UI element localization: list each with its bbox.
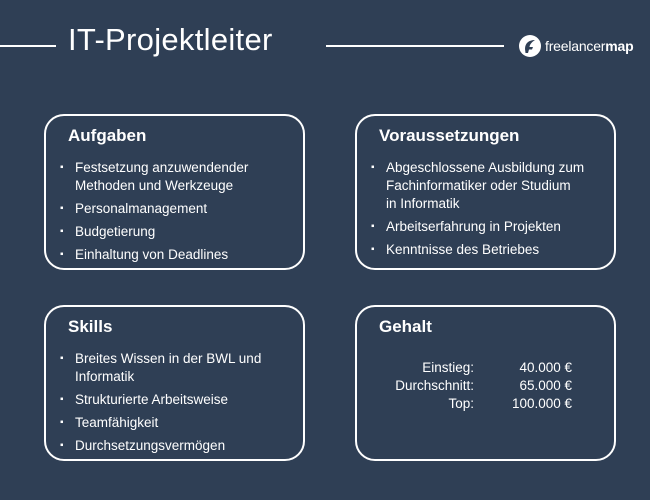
list-item-text: Personalmanagement bbox=[75, 201, 208, 216]
list-item bbox=[60, 223, 295, 241]
list-item-text: Abgeschlossene Ausbildung zum bbox=[386, 160, 585, 175]
bullet-icon: ▪ bbox=[60, 440, 64, 451]
list-item-text: Arbeitserfahrung in Projekten bbox=[386, 219, 561, 234]
list-item-text: Fachinformatiker oder Studium bbox=[386, 178, 571, 193]
salary-value: 65.000 € bbox=[519, 378, 572, 393]
bullet-icon: ▪ bbox=[60, 203, 64, 214]
list-item-text: Budgetierung bbox=[75, 224, 156, 239]
list-item bbox=[60, 159, 295, 195]
bullet-icon: ▪ bbox=[371, 162, 375, 173]
salary-value: 100.000 € bbox=[511, 396, 572, 411]
logo-wordmark bbox=[545, 38, 633, 54]
salary-row-top bbox=[357, 395, 614, 413]
salary-table bbox=[357, 359, 614, 413]
card-skills-heading: Skills bbox=[68, 317, 113, 336]
card-aufgaben bbox=[44, 114, 305, 270]
card-voraussetzungen bbox=[355, 114, 616, 270]
logo-text-bold: map bbox=[605, 38, 634, 54]
bullet-icon: ▪ bbox=[371, 244, 375, 255]
list-item-text: Breites Wissen in der BWL und bbox=[75, 351, 262, 366]
list-item-text: Methoden und Werkzeuge bbox=[75, 178, 234, 193]
bullet-icon: ▪ bbox=[60, 353, 64, 364]
list-item bbox=[60, 200, 295, 218]
card-gehalt-heading: Gehalt bbox=[379, 317, 432, 336]
card-gehalt bbox=[355, 305, 616, 461]
bullet-icon: ▪ bbox=[60, 417, 64, 428]
bullet-icon: ▪ bbox=[60, 162, 64, 173]
bullet-icon: ▪ bbox=[60, 394, 64, 405]
list-item-text: Informatik bbox=[75, 369, 135, 384]
list-item-text: Einhaltung von Deadlines bbox=[75, 247, 229, 262]
bullet-icon: ▪ bbox=[60, 249, 64, 260]
bullet-icon: ▪ bbox=[60, 226, 64, 237]
salary-row-durchschnitt bbox=[357, 377, 614, 395]
card-skills-list bbox=[60, 350, 295, 460]
card-aufgaben-heading: Aufgaben bbox=[68, 126, 147, 145]
list-item bbox=[371, 241, 606, 259]
list-item-text: Durchsetzungsvermögen bbox=[75, 438, 226, 453]
salary-label: Durchschnitt: bbox=[395, 378, 474, 393]
card-skills bbox=[44, 305, 305, 461]
list-item-text: Kenntnisse des Betriebes bbox=[386, 242, 540, 257]
page-title: IT-Projektleiter bbox=[68, 22, 273, 57]
list-item bbox=[371, 159, 606, 213]
title-right-rule bbox=[326, 45, 504, 47]
salary-value: 40.000 € bbox=[519, 360, 572, 375]
freelancermap-logo-icon bbox=[518, 34, 542, 58]
logo-text-light: freelancer bbox=[545, 38, 606, 54]
list-item-text: Strukturierte Arbeitsweise bbox=[75, 392, 229, 407]
bullet-icon: ▪ bbox=[371, 221, 375, 232]
card-voraussetzungen-heading: Voraussetzungen bbox=[379, 126, 520, 145]
list-item bbox=[60, 437, 295, 455]
salary-row-einstieg bbox=[357, 359, 614, 377]
list-item bbox=[60, 350, 295, 386]
card-voraussetzungen-list bbox=[371, 159, 606, 264]
list-item bbox=[371, 218, 606, 236]
salary-label: Einstieg: bbox=[422, 360, 474, 375]
salary-label: Top: bbox=[448, 396, 474, 411]
card-aufgaben-list bbox=[60, 159, 295, 269]
list-item-text: Festsetzung anzuwendender bbox=[75, 160, 249, 175]
list-item bbox=[60, 246, 295, 264]
list-item-text: Teamfähigkeit bbox=[75, 415, 159, 430]
title-left-rule bbox=[0, 45, 56, 47]
list-item bbox=[60, 414, 295, 432]
list-item bbox=[60, 391, 295, 409]
list-item-text: in Informatik bbox=[386, 196, 460, 211]
freelancermap-logo bbox=[518, 33, 633, 59]
